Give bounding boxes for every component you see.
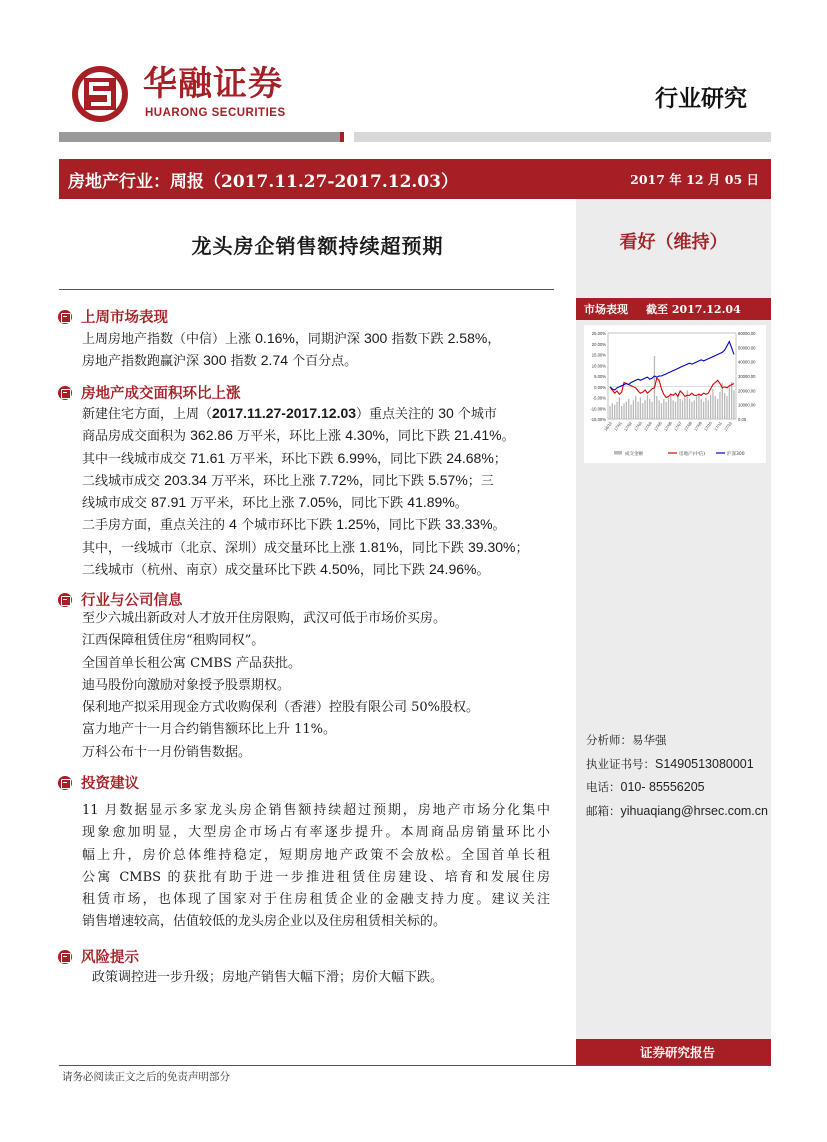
footer-divider xyxy=(59,1065,771,1066)
y-right-tick-label: 0.00 xyxy=(738,417,747,422)
analyst-name-row xyxy=(586,731,768,755)
y-left-tick-label: -5.00% xyxy=(592,395,606,401)
report-series-title: 房地产行业：周报（2017.11.27-2017.12.03） xyxy=(68,171,458,192)
section-bullet-icon xyxy=(58,950,72,964)
x-tick-label: 17/01 xyxy=(612,420,623,432)
section-body-risk xyxy=(92,967,552,989)
headline-divider xyxy=(59,289,554,290)
x-tick-label: 17/07 xyxy=(672,420,683,432)
text-line: 租赁市场，也体现了国家对于住房租赁企业的金融支持力度。建议关注 xyxy=(82,892,550,908)
section-body-advice xyxy=(82,800,550,934)
x-tick-label: 17/06 xyxy=(662,420,673,432)
analyst-phone-label: 电话： xyxy=(586,780,621,794)
analyst-cert: S1490513080001 xyxy=(655,756,754,771)
section-heading-market xyxy=(58,306,168,327)
market-performance-bar xyxy=(576,298,771,320)
news-item: 保利地产拟采用现金方式收购保利（香港）控股有限公司 50%股权。 xyxy=(82,700,480,716)
brand-name-en: HUARONG SECURITIES xyxy=(145,107,286,119)
legend-label: 成交金额 xyxy=(625,452,643,457)
analyst-email-label: 邮箱： xyxy=(586,803,621,818)
analyst-phone-row xyxy=(586,778,768,802)
text-line: 新建住宅方面，上周（2017.11.27-2017.12.03）重点关注的 30 个城市 xyxy=(82,405,497,422)
header-divider-accent xyxy=(340,132,344,142)
text-line: 二线城市成交 203.34 万平米，环比上涨 7.72%，同比下跌 5.57%；三 xyxy=(82,471,494,489)
legend-label: 房地产(中信) xyxy=(679,452,706,457)
header-divider-right xyxy=(354,132,771,142)
header-divider xyxy=(59,132,340,142)
y-left-tick-label: 0.00% xyxy=(594,384,606,390)
analyst-info xyxy=(586,731,768,825)
text-line: 11 月数据显示多家龙头房企销售额持续超过预期，房地产市场分化集中 xyxy=(82,803,550,818)
x-tick-label: 17/02 xyxy=(622,420,633,432)
text-line: 销售增速较高，估值较低的龙头房企业以及住房租赁相关标的。 xyxy=(82,914,447,930)
market-performance-date: 截至 2017.12.04 xyxy=(646,303,741,316)
news-item: 富力地产十一月合约销售额环比上升 11%。 xyxy=(82,722,337,738)
y-left-tick-label: 10.00% xyxy=(591,363,606,369)
y-right-tick-label: 40000.00 xyxy=(738,359,756,365)
section-bullet-icon xyxy=(58,386,72,400)
x-tick-label: 17/10 xyxy=(702,420,713,432)
section-body-transactions xyxy=(82,402,552,580)
analyst-email[interactable]: yihuaqiang@hrsec.com.cn xyxy=(620,803,768,818)
x-tick-label: 17/03 xyxy=(632,420,643,432)
y-left-tick-label: 15.00% xyxy=(591,352,606,358)
report-label: 证券研究报告 xyxy=(639,1045,715,1060)
legend-label: 沪深300 xyxy=(727,452,745,457)
headline: 龙头房企销售额持续超预期 xyxy=(191,234,444,258)
text-line: 幅上升，房价总体维持稳定，短期房地产政策不会放松。全国首单长租 xyxy=(82,847,550,863)
y-left-tick-label: 5.00% xyxy=(594,374,606,379)
analyst-email-row xyxy=(586,802,768,826)
section-title: 行业与公司信息 xyxy=(81,592,183,609)
section-body-market xyxy=(82,327,550,372)
y-left-tick-label: 20.00% xyxy=(591,341,606,347)
analyst-phone: 010- 85556205 xyxy=(620,780,705,794)
y-left-tick-label: -10.00% xyxy=(590,406,606,412)
x-tick-label: 17/05 xyxy=(652,420,663,432)
section-heading-transactions xyxy=(58,382,241,403)
section-body-news xyxy=(82,608,552,764)
section-bullet-icon xyxy=(58,776,72,790)
x-tick-label: 16/12 xyxy=(602,420,613,432)
report-date: 2017 年 12 月 05 日 xyxy=(630,172,759,187)
text-line: 二线城市（杭州、南京）成交量环比下跌 4.50%，同比下跌 24.96%。 xyxy=(82,561,490,579)
section-title: 上周市场表现 xyxy=(81,309,168,326)
news-item: 至少六城出新政对人才放开住房限购，武汉可低于市场价买房。 xyxy=(82,611,447,626)
section-heading-risk xyxy=(58,946,139,967)
analyst-name: 易华强 xyxy=(632,733,667,747)
rating: 看好（维持） xyxy=(619,232,728,253)
text-line: 线城市成交 87.91 万平米，环比上涨 7.05%，同比下跌 41.89%。 xyxy=(82,494,468,512)
y-left-tick-label: 25.00% xyxy=(591,331,606,336)
text-line: 其中，一线城市（北京、深圳）成交量环比上涨 1.81%，同比下跌 39.30%； xyxy=(82,538,529,556)
text-line: 上周房地产指数（中信）上涨 0.16%，同期沪深 300 指数下跌 2.58%， xyxy=(82,330,501,347)
x-tick-label: 17/04 xyxy=(642,420,653,432)
text-line: 现象愈加明显，大型房企市场占有率逐步提升。本周商品房销量环比小 xyxy=(82,825,550,841)
disclaimer: 请务必阅读正文之后的免责声明部分 xyxy=(62,1071,230,1083)
legend-swatch xyxy=(614,451,622,455)
y-right-tick-label: 50000.00 xyxy=(738,345,756,351)
text-line: 二手房方面，重点关注的 4 个城市环比下跌 1.25%，同比下跌 33.33%。 xyxy=(82,516,506,534)
news-item: 江西保障租赁住房“租购同权”。 xyxy=(82,633,265,649)
text-line: 政策调控进一步升级；房地产销售大幅下滑；房价大幅下跌。 xyxy=(92,970,444,985)
section-title: 房地产成交面积环比上涨 xyxy=(81,385,241,402)
report-type: 行业研究 xyxy=(655,85,747,112)
text-line: 房地产指数跑赢沪深 300 指数 2.74 个百分点。 xyxy=(82,352,358,370)
x-tick-label: 17/09 xyxy=(692,420,703,432)
text-line: 公寓 CMBS 的获批有助于进一步推进租赁住房建设、培育和发展住房 xyxy=(82,869,550,885)
market-performance-label: 市场表现 xyxy=(584,303,628,316)
x-tick-label: 17/08 xyxy=(682,420,693,432)
news-item: 全国首单长租公寓 CMBS 产品获批。 xyxy=(82,655,301,671)
analyst-name-label: 分析师： xyxy=(586,733,632,747)
market-performance-chart xyxy=(584,325,766,463)
y-right-tick-label: 30000.00 xyxy=(738,374,756,379)
x-tick-label: 17/12 xyxy=(722,420,733,432)
section-title: 投资建议 xyxy=(81,775,139,792)
news-item: 万科公布十一月份销售数据。 xyxy=(82,744,252,760)
section-heading-news xyxy=(58,589,183,610)
news-item: 迪马股份向激励对象授予股票期权。 xyxy=(82,677,291,693)
y-left-tick-label: -15.00% xyxy=(590,417,606,422)
text-line: 商品房成交面积为 362.86 万平米，环比上涨 4.30%，同比下跌 21.41%。 xyxy=(82,427,515,445)
analyst-cert-row xyxy=(586,755,768,779)
huarong-logo-icon xyxy=(70,64,130,124)
brand-name-cn: 华融证券 xyxy=(143,64,283,104)
report-label-bar xyxy=(576,1039,771,1065)
analyst-cert-label: 执业证书号： xyxy=(586,756,655,771)
section-heading-advice xyxy=(58,772,139,793)
y-right-tick-label: 20000.00 xyxy=(738,388,756,394)
text-line: 其中一线城市成交 71.61 万平米，环比下跌 6.99%，同比下跌 24.68%； xyxy=(82,449,507,467)
x-tick-label: 17/11 xyxy=(713,420,723,432)
y-right-tick-label: 10000.00 xyxy=(738,402,756,408)
section-title: 风险提示 xyxy=(81,949,139,966)
y-right-tick-label: 60000.00 xyxy=(738,331,756,336)
section-bullet-icon xyxy=(58,310,72,324)
title-bar xyxy=(59,159,771,199)
section-bullet-icon xyxy=(58,593,72,607)
